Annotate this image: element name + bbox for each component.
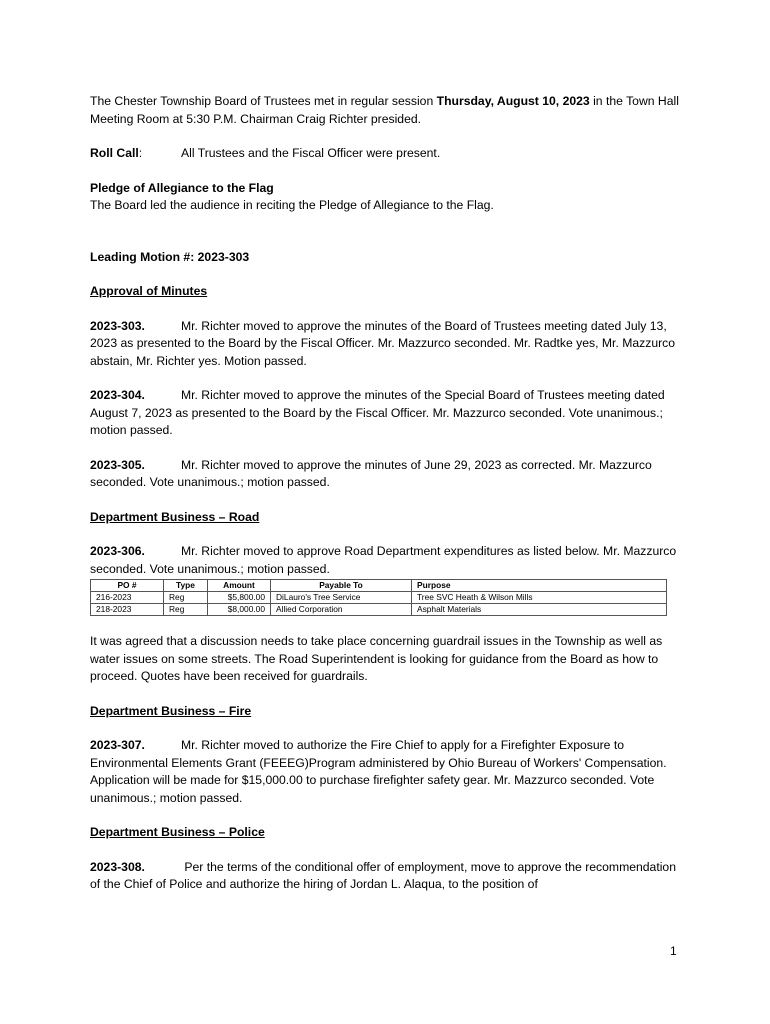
roll-call-colon: : xyxy=(138,146,143,160)
amount-cell: $5,800.00 xyxy=(208,592,271,604)
po-cell: 216-2023 xyxy=(91,592,164,604)
expenditures-table xyxy=(90,579,667,616)
column-header-purpose: Purpose xyxy=(412,580,667,592)
page-number: 1 xyxy=(670,944,677,958)
purpose-cell: Asphalt Materials xyxy=(412,604,667,616)
leading-motion: Leading Motion #: 2023-303 xyxy=(90,249,250,264)
motion-number: 2023-305. xyxy=(90,457,145,472)
motion-number: 2023-308. xyxy=(90,859,145,874)
payable-cell: DiLauro's Tree Service xyxy=(271,592,412,604)
roll-call-label: Roll Call xyxy=(90,146,139,160)
type-cell: Reg xyxy=(164,592,208,604)
column-header-po: PO # xyxy=(91,580,164,592)
pledge-text: The Board led the audience in reciting the Pledge of Allegiance to the Flag. xyxy=(90,198,494,212)
payable-cell: Allied Corporation xyxy=(271,604,412,616)
motion-text: Mr. Richter moved to approve the minutes of the Board of Trustees meeting dated July 13, 2023 as presented to the Board by the Fiscal Officer. Mr. Mazzurco seconded. Mr. Radtke yes, Mr. Mazzurco abstain, Mr. Richter yes. Motion passed. xyxy=(90,318,676,368)
table-row xyxy=(91,604,667,616)
motion-number: 2023-304. xyxy=(90,388,145,402)
motion-text: Mr. Richter moved to approve the minutes of the Special Board of Trustees meeting dated August 7, 2023 as presented to the Board by the Fiscal Officer. Mr. Mazzurco seconded. Vote unanimous.; motion passed. xyxy=(90,388,665,437)
motion-number: 2023-306. xyxy=(90,544,145,558)
motion-text: Per the terms of the conditional offer of employment, move to approve the recommendation of the Chief of Police and authorize the hiring of Jordan L. Alaqua, to the position of xyxy=(90,859,676,891)
motion-text: Mr. Richter moved to approve the minutes of June 29, 2023 as corrected. Mr. Mazzurco seconded. Vote unanimous.; motion passed. xyxy=(90,457,652,489)
motion-number: 2023-307. xyxy=(90,738,145,752)
section-heading-minutes: Approval of Minutes xyxy=(90,284,208,298)
amount-cell: $8,000.00 xyxy=(208,604,271,616)
motion-2023-305 xyxy=(90,457,680,492)
guardrail-paragraph: It was agreed that a discussion needs to take place concerning guardrail issues in the Township as well as water issues on some streets. The Road Superintendent is looking for guidance from the Board as how to proceed. Quotes have been received for guardrails. xyxy=(90,634,663,683)
document-page xyxy=(90,93,680,894)
type-cell: Reg xyxy=(164,604,208,616)
column-header-type: Type xyxy=(164,580,208,592)
motion-2023-304 xyxy=(90,387,680,440)
table-header-row xyxy=(91,580,667,592)
po-cell: 218-2023 xyxy=(91,604,164,616)
motion-2023-308 xyxy=(90,859,680,894)
section-heading-fire: Department Business – Fire xyxy=(90,703,252,718)
purpose-cell: Tree SVC Heath & Wilson Mills xyxy=(412,592,667,604)
table-row xyxy=(91,592,667,604)
roll-call xyxy=(90,145,680,163)
column-header-payable-to: Payable To xyxy=(271,580,412,592)
intro-text: The Chester Township Board of Trustees met in regular session xyxy=(90,94,437,108)
motion-2023-303 xyxy=(90,318,680,371)
intro-paragraph xyxy=(90,93,680,128)
motion-text: Mr. Richter moved to authorize the Fire Chief to apply for a Firefighter Exposure to Environmental Elements Grant (FEEEG)Program administered by Ohio Bureau of Workers' Compensation. Application will be made for $15,000.00 to purchase firefighter safety gear. Mr. Mazzurco seconded. Vote unanimous.; motion passed. xyxy=(90,738,667,805)
section-heading-police: Department Business – Police xyxy=(90,825,265,839)
section-heading-road: Department Business – Road xyxy=(90,509,260,524)
motion-number: 2023-303. xyxy=(90,318,145,333)
motion-2023-307 xyxy=(90,737,680,807)
column-header-amount: Amount xyxy=(208,580,271,592)
intro-text-end: in the Town Hall Meeting Room at 5:30 P.M. Chairman Craig Richter presided. xyxy=(90,94,679,126)
motion-2023-306 xyxy=(90,543,680,578)
roll-call-text: All Trustees and the Fiscal Officer were present. xyxy=(181,146,441,160)
meeting-date: Thursday, August 10, 2023 xyxy=(436,94,590,108)
pledge-heading: Pledge of Allegiance to the Flag xyxy=(90,180,274,195)
motion-text: Mr. Richter moved to approve Road Department expenditures as listed below. Mr. Mazzurco seconded. Vote unanimous.; motion passed. xyxy=(90,544,677,576)
